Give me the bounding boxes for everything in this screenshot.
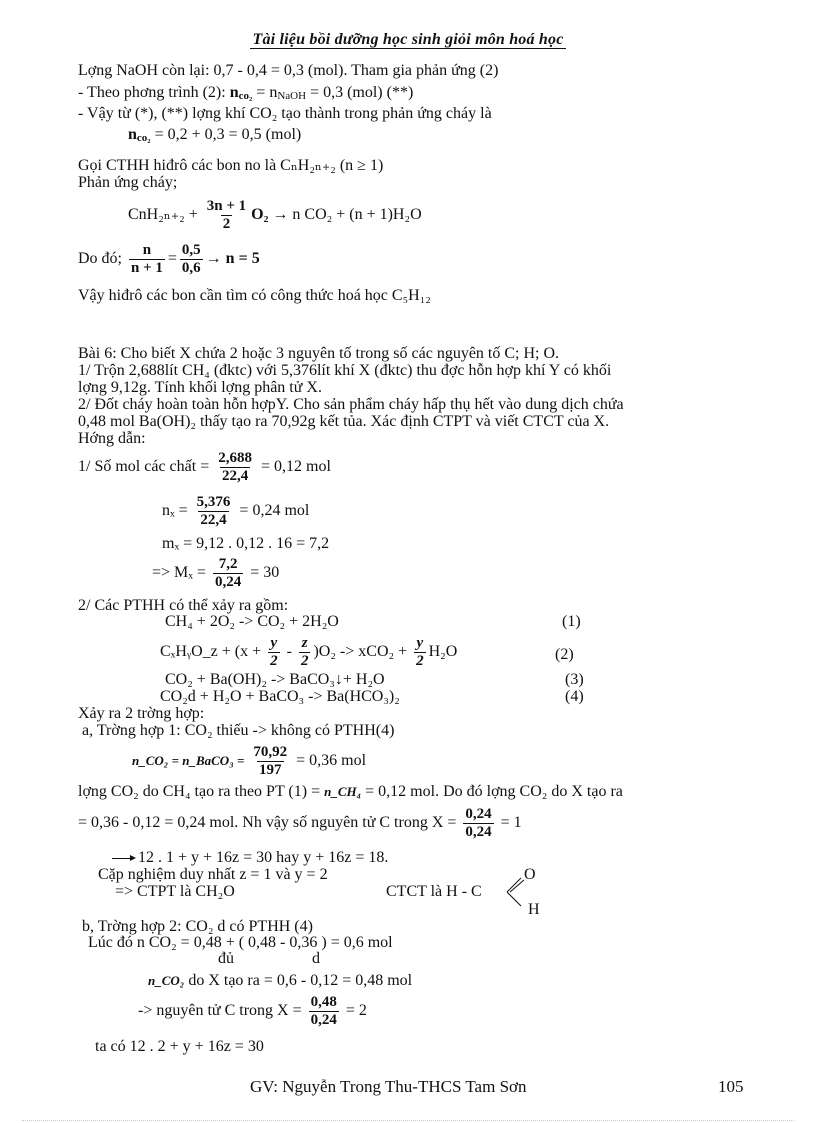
text-line: Bài 6: Cho biết X chứa 2 hoặc 3 nguyên tố trong số các nguyên tố C; H; O. — [78, 345, 560, 362]
equation-2: CₓHᵧO_z + (x + $\frac{y}{2}$ - $\frac{z}{2}$ )O₂ -> xCO₂ + $\frac{y}{2}$ H₂O — [160, 634, 458, 669]
text-line: Gọi CTHH hiđrô các bon no là CₙH₂ₙ₊₂ (n ≥ 1) — [78, 157, 384, 174]
fraction: $\frac{3n + 1}{2}$ — [206, 197, 247, 232]
text-line: Vậy hiđrô các bon cần tìm có công thức hoá học C₅H₁₂ — [78, 287, 431, 304]
text-line: => CTPT là CH₂O — [115, 883, 235, 900]
text-line: CTCT là H - C — [386, 883, 482, 900]
equation-line: = 0,36 - 0,12 = 0,24 mol. Nh vậy số nguyên tử C trong X = $\frac{0,24}{0,24}$ = 1 — [78, 805, 522, 840]
text-line: Lúc đó n CO₂ = 0,48 + ( 0,48 - 0,36 ) = 0,6 mol — [88, 934, 393, 951]
text-line: - Theo phơng trình (2): $n_{co_2} = n_{NaOH} = 0,3$ (mol) (**) — [78, 84, 414, 102]
fraction: $\frac{z}{2}$ — [300, 634, 309, 669]
page-number: 105 — [718, 1077, 744, 1096]
fraction: $\frac{y}{2}$ — [416, 634, 424, 669]
text-line: a, Trờng hợp 1: CO₂ thiếu -> không có PTHH(4) — [82, 722, 395, 739]
equation-line: => Mₓ = $\frac{7,2}{0,24}$ = 30 — [152, 555, 280, 590]
equation-4: CO₂d + H₂O + BaCO₃ -> Ba(HCO₃)₂ — [160, 688, 400, 705]
text-line: 0,48 mol Ba(OH)₂ thấy tạo ra 70,92g kết tủa. Xác định CTPT và viết CTCT của X. — [78, 413, 610, 430]
page-footer-author: GV: Nguyễn Trong Thu-THCS Tam Sơn — [250, 1077, 527, 1096]
fraction: $\frac{n}{n + 1}$ — [131, 241, 163, 276]
text-line: mₓ = 9,12 . 0,12 . 16 = 7,2 — [162, 535, 330, 552]
fraction: $\frac{70,92}{197}$ — [253, 743, 288, 778]
text-line: Hớng dẫn: — [78, 430, 146, 447]
text-line: Xảy ra 2 trờng hợp: — [78, 705, 205, 722]
n-co2-symbol: $n_{co_2}$ — [128, 126, 151, 144]
text-line: 2/ Đốt cháy hoàn toàn hỗn hợpY. Cho sản phẩm cháy hấp thụ hết vào dung dịch chứa — [78, 396, 624, 413]
text-line: ta có 12 . 2 + y + 16z = 30 — [95, 1038, 264, 1055]
text-line: Cặp nghiệm duy nhất z = 1 và y = 2 — [98, 866, 328, 883]
fraction: $\frac{0,24}{0,24}$ — [465, 805, 492, 840]
n-co2-symbol: $n_{co_2}$ — [229, 84, 253, 102]
equation-line: CnH₂ₙ₊₂ + $\frac{3n + 1}{2}$ O₂ → n CO₂ + (n + 1)H₂O — [128, 197, 422, 232]
fraction: $\frac{2,688}{22,4}$ — [218, 449, 252, 484]
equation-number: (1) — [562, 613, 581, 630]
fraction: $\frac{7,2}{0,24}$ — [214, 555, 242, 590]
fraction: $\frac{5,376}{22,4}$ — [196, 493, 231, 528]
equation-line: -> nguyên tử C trong X = $\frac{0,48}{0,24}$ = 2 — [138, 993, 367, 1028]
equation-line: Do đó; $\frac{n}{n + 1}$ = $\frac{0,5}{0,6}$ → n = 5 — [78, 241, 260, 276]
text-line: lợng CO₂ do CH₄ tạo ra theo PT (1) = n_CH₄ = 0,12 mol. Do đó lợng CO₂ do X tạo ra — [78, 783, 623, 800]
equation-3: CO₂ + Ba(OH)₂ -> BaCO₃↓+ H₂O — [165, 671, 385, 688]
text-line: b, Trờng hợp 2: CO₂ d có PTHH (4) — [82, 918, 313, 935]
equation-1: CH₄ + 2O₂ -> CO₂ + 2H₂O — [165, 613, 339, 630]
text-line: 2/ Các PTHH có thể xảy ra gồm: — [78, 597, 289, 614]
text-line: 12 . 1 + y + 16z = 30 hay y + 16z = 18. — [112, 849, 388, 867]
text-line: đủ — [218, 950, 234, 967]
fraction: $\frac{0,5}{0,6}$ — [181, 241, 201, 276]
text-line: $n_{co_2} = 0,2 + 0,3 = 0,5$ (mol) — [128, 126, 302, 144]
oxygen-atom: O — [524, 866, 536, 883]
hydrogen-atom: H — [528, 901, 540, 918]
text-line: n_CO₂ do X tạo ra = 0,6 - 0,12 = 0,48 mol — [148, 972, 413, 989]
text-line: 1/ Trộn 2,688lít CH₄ (đktc) với 5,376lít khí X (đktc) thu đợc hỗn hợp khí Y có khối — [78, 362, 612, 379]
text-line: Phản ứng cháy; — [78, 174, 178, 191]
equation-number: (2) — [555, 646, 574, 663]
text-line: Lợng NaOH còn lại: 0,7 - 0,4 = 0,3 (mol). Tham gia phản ứng (2) — [78, 62, 499, 79]
footer-divider — [22, 1120, 794, 1121]
equation-number: (3) — [565, 671, 584, 688]
text-line: d — [312, 950, 320, 967]
equation-line: nₓ = $\frac{5,376}{22,4}$ = 0,24 mol — [162, 493, 310, 528]
page-header: Tài liệu bồi dưỡng học sinh giỏi môn hoá học — [252, 31, 564, 48]
fraction: $\frac{0,48}{0,24}$ — [310, 993, 337, 1028]
equation-line: 1/ Số mol các chất = $\frac{2,688}{22,4}$ = 0,12 mol — [78, 449, 331, 484]
fraction: $\frac{y}{2}$ — [270, 634, 278, 669]
arrow-right-icon — [112, 858, 134, 859]
text-line: lợng 9,12g. Tính khối lợng phân tử X. — [78, 379, 322, 396]
equation-line: n_CO₂ = n_BaCO₃ = $\frac{70,92}{197}$ = 0,36 mol — [132, 743, 367, 778]
text-line: - Vậy từ (*), (**) lợng khí CO₂ tạo thành trong phản ứng cháy là — [78, 105, 492, 122]
equation-number: (4) — [565, 688, 584, 705]
